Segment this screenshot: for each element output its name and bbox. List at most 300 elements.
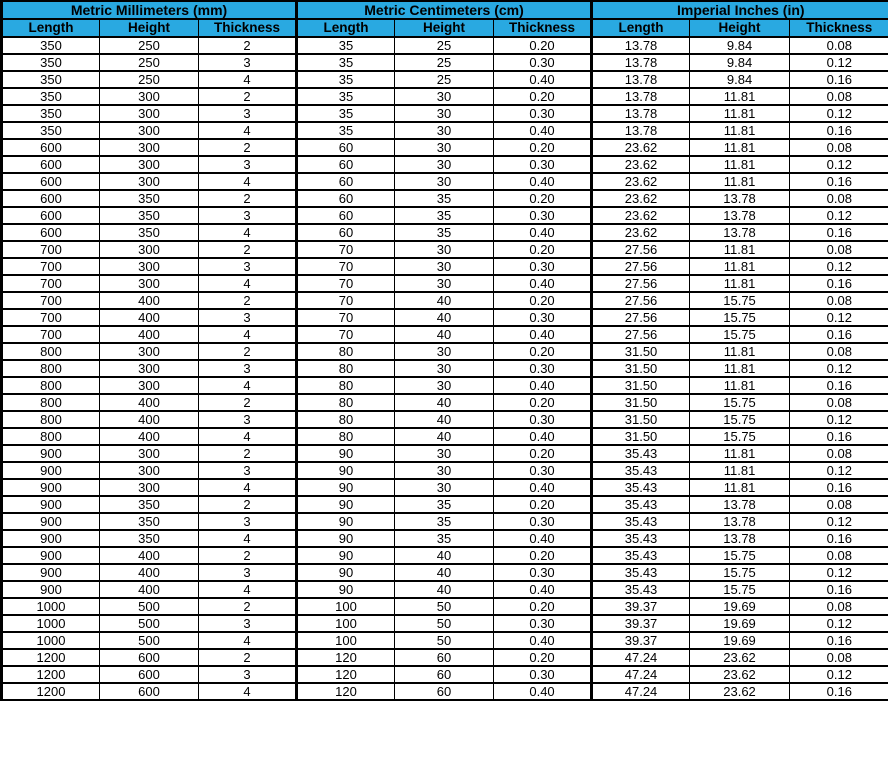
table-cell: 2 (199, 598, 297, 615)
table-cell: 350 (2, 71, 100, 88)
table-cell: 35.43 (592, 530, 690, 547)
table-cell: 900 (2, 445, 100, 462)
table-cell: 0.12 (790, 462, 888, 479)
group-title-mm: Metric Millimeters (mm) (2, 1, 297, 19)
table-cell: 35 (297, 122, 395, 139)
table-cell: 40 (395, 581, 494, 598)
table-cell: 90 (297, 479, 395, 496)
table-cell: 0.30 (494, 666, 592, 683)
table-cell: 0.12 (790, 666, 888, 683)
table-cell: 0.16 (790, 581, 888, 598)
table-cell: 35.43 (592, 445, 690, 462)
table-cell: 23.62 (592, 207, 690, 224)
table-cell: 0.20 (494, 139, 592, 156)
table-cell: 11.81 (690, 122, 790, 139)
table-cell: 60 (297, 207, 395, 224)
table-cell: 0.30 (494, 615, 592, 632)
table-cell: 23.62 (690, 666, 790, 683)
table-row (2, 224, 888, 241)
table-cell: 900 (2, 496, 100, 513)
table-cell: 300 (100, 88, 199, 105)
table-cell: 39.37 (592, 615, 690, 632)
table-cell: 800 (2, 428, 100, 445)
table-cell: 40 (395, 326, 494, 343)
table-cell: 30 (395, 275, 494, 292)
table-cell: 47.24 (592, 649, 690, 666)
table-cell: 2 (199, 496, 297, 513)
table-cell: 350 (2, 105, 100, 122)
table-cell: 2 (199, 343, 297, 360)
table-cell: 9.84 (690, 37, 790, 54)
table-cell: 350 (100, 190, 199, 207)
table-cell: 300 (100, 241, 199, 258)
table-cell: 47.24 (592, 666, 690, 683)
table-cell: 13.78 (690, 190, 790, 207)
table-cell: 15.75 (690, 309, 790, 326)
table-row (2, 683, 888, 700)
table-row (2, 207, 888, 224)
table-cell: 23.62 (592, 139, 690, 156)
table-cell: 60 (297, 190, 395, 207)
table-cell: 70 (297, 326, 395, 343)
table-cell: 350 (2, 122, 100, 139)
table-cell: 60 (395, 666, 494, 683)
table-cell: 30 (395, 139, 494, 156)
table-cell: 800 (2, 360, 100, 377)
table-cell: 15.75 (690, 394, 790, 411)
table-cell: 0.12 (790, 513, 888, 530)
table-cell: 350 (100, 530, 199, 547)
table-cell: 300 (100, 173, 199, 190)
table-cell: 23.62 (690, 649, 790, 666)
table-cell: 700 (2, 241, 100, 258)
table-cell: 0.08 (790, 649, 888, 666)
table-cell: 400 (100, 428, 199, 445)
table-cell: 0.16 (790, 428, 888, 445)
table-cell: 30 (395, 462, 494, 479)
table-cell: 0.12 (790, 207, 888, 224)
table-cell: 400 (100, 547, 199, 564)
table-cell: 300 (100, 462, 199, 479)
table-row (2, 564, 888, 581)
table-cell: 0.16 (790, 683, 888, 700)
table-row (2, 632, 888, 649)
table-cell: 0.16 (790, 224, 888, 241)
table-cell: 30 (395, 258, 494, 275)
table-cell: 47.24 (592, 683, 690, 700)
table-cell: 0.20 (494, 445, 592, 462)
table-row (2, 71, 888, 88)
table-cell: 350 (2, 54, 100, 71)
group-title-in: Imperial Inches (in) (592, 1, 888, 19)
table-cell: 0.40 (494, 632, 592, 649)
table-cell: 0.30 (494, 54, 592, 71)
table-cell: 0.20 (494, 37, 592, 54)
table-cell: 15.75 (690, 428, 790, 445)
table-cell: 400 (100, 411, 199, 428)
table-row (2, 496, 888, 513)
table-cell: 15.75 (690, 292, 790, 309)
table-cell: 250 (100, 37, 199, 54)
table-cell: 30 (395, 173, 494, 190)
table-cell: 0.16 (790, 71, 888, 88)
table-row (2, 394, 888, 411)
table-cell: 0.30 (494, 411, 592, 428)
table-cell: 400 (100, 581, 199, 598)
table-row (2, 37, 888, 54)
table-cell: 1000 (2, 632, 100, 649)
table-cell: 0.40 (494, 224, 592, 241)
table-cell: 4 (199, 173, 297, 190)
table-cell: 13.78 (592, 71, 690, 88)
table-cell: 60 (297, 224, 395, 241)
table-cell: 13.78 (690, 496, 790, 513)
table-cell: 0.12 (790, 615, 888, 632)
table-cell: 0.20 (494, 190, 592, 207)
table-row (2, 326, 888, 343)
table-cell: 300 (100, 479, 199, 496)
table-row (2, 615, 888, 632)
table-cell: 40 (395, 292, 494, 309)
table-cell: 0.08 (790, 88, 888, 105)
table-cell: 800 (2, 377, 100, 394)
table-cell: 600 (2, 190, 100, 207)
table-cell: 1000 (2, 598, 100, 615)
table-cell: 90 (297, 445, 395, 462)
table-cell: 40 (395, 428, 494, 445)
table-cell: 900 (2, 479, 100, 496)
table-cell: 30 (395, 105, 494, 122)
table-cell: 1200 (2, 649, 100, 666)
column-header-row (2, 19, 888, 37)
table-cell: 11.81 (690, 445, 790, 462)
table-cell: 0.40 (494, 479, 592, 496)
table-cell: 0.20 (494, 292, 592, 309)
table-cell: 0.16 (790, 122, 888, 139)
table-cell: 0.16 (790, 632, 888, 649)
table-cell: 27.56 (592, 309, 690, 326)
table-cell: 0.20 (494, 598, 592, 615)
table-row (2, 139, 888, 156)
table-cell: 35.43 (592, 513, 690, 530)
table-cell: 90 (297, 462, 395, 479)
table-cell: 900 (2, 513, 100, 530)
table-cell: 350 (2, 37, 100, 54)
table-cell: 70 (297, 275, 395, 292)
table-cell: 15.75 (690, 547, 790, 564)
table-body (2, 37, 888, 700)
table-cell: 0.12 (790, 156, 888, 173)
table-cell: 31.50 (592, 411, 690, 428)
table-cell: 13.78 (592, 122, 690, 139)
table-cell: 120 (297, 666, 395, 683)
table-cell: 23.62 (592, 156, 690, 173)
table-cell: 300 (100, 139, 199, 156)
table-cell: 35 (395, 513, 494, 530)
column-header-mm-thickness: Thickness (199, 19, 297, 37)
table-cell: 30 (395, 479, 494, 496)
table-cell: 35.43 (592, 564, 690, 581)
table-cell: 31.50 (592, 377, 690, 394)
table-cell: 2 (199, 190, 297, 207)
table-cell: 600 (2, 207, 100, 224)
table-cell: 13.78 (592, 54, 690, 71)
table-cell: 4 (199, 530, 297, 547)
table-cell: 400 (100, 394, 199, 411)
table-cell: 11.81 (690, 479, 790, 496)
table-cell: 13.78 (592, 37, 690, 54)
table-cell: 27.56 (592, 241, 690, 258)
table-cell: 4 (199, 683, 297, 700)
table-cell: 0.16 (790, 326, 888, 343)
column-header-mm-height: Height (100, 19, 199, 37)
table-cell: 4 (199, 224, 297, 241)
table-cell: 3 (199, 666, 297, 683)
table-cell: 0.30 (494, 462, 592, 479)
table-cell: 0.16 (790, 530, 888, 547)
table-cell: 35 (395, 496, 494, 513)
table-cell: 900 (2, 530, 100, 547)
table-cell: 0.40 (494, 377, 592, 394)
table-cell: 300 (100, 105, 199, 122)
table-cell: 30 (395, 88, 494, 105)
table-cell: 35 (395, 207, 494, 224)
table-cell: 15.75 (690, 581, 790, 598)
table-cell: 0.12 (790, 54, 888, 71)
table-row (2, 581, 888, 598)
table-cell: 35.43 (592, 547, 690, 564)
table-row (2, 54, 888, 71)
table-cell: 0.30 (494, 105, 592, 122)
table-cell: 35 (395, 190, 494, 207)
table-cell: 35.43 (592, 479, 690, 496)
table-cell: 23.62 (592, 224, 690, 241)
table-cell: 9.84 (690, 54, 790, 71)
table-row (2, 547, 888, 564)
table-cell: 600 (2, 173, 100, 190)
table-cell: 60 (297, 173, 395, 190)
table-cell: 40 (395, 547, 494, 564)
table-cell: 400 (100, 326, 199, 343)
table-cell: 3 (199, 156, 297, 173)
table-cell: 3 (199, 513, 297, 530)
table-cell: 0.20 (494, 343, 592, 360)
table-cell: 70 (297, 258, 395, 275)
table-cell: 4 (199, 428, 297, 445)
column-header-cm-length: Length (297, 19, 395, 37)
table-cell: 250 (100, 54, 199, 71)
table-row (2, 190, 888, 207)
table-cell: 3 (199, 207, 297, 224)
table-cell: 30 (395, 241, 494, 258)
table-head (2, 1, 888, 37)
table-row (2, 598, 888, 615)
table-cell: 2 (199, 139, 297, 156)
table-cell: 3 (199, 615, 297, 632)
table-cell: 11.81 (690, 343, 790, 360)
column-header-cm-thickness: Thickness (494, 19, 592, 37)
table-cell: 300 (100, 258, 199, 275)
table-cell: 0.40 (494, 326, 592, 343)
table-cell: 31.50 (592, 394, 690, 411)
table-cell: 0.30 (494, 156, 592, 173)
table-cell: 3 (199, 258, 297, 275)
table-cell: 100 (297, 632, 395, 649)
table-cell: 0.16 (790, 173, 888, 190)
table-cell: 50 (395, 632, 494, 649)
table-cell: 90 (297, 496, 395, 513)
table-cell: 27.56 (592, 258, 690, 275)
table-cell: 15.75 (690, 326, 790, 343)
table-cell: 11.81 (690, 275, 790, 292)
table-cell: 350 (100, 513, 199, 530)
table-cell: 350 (100, 224, 199, 241)
table-cell: 31.50 (592, 428, 690, 445)
table-cell: 300 (100, 360, 199, 377)
table-cell: 4 (199, 479, 297, 496)
table-cell: 120 (297, 683, 395, 700)
table-cell: 80 (297, 377, 395, 394)
table-row (2, 258, 888, 275)
table-cell: 19.69 (690, 632, 790, 649)
table-cell: 31.50 (592, 343, 690, 360)
table-cell: 27.56 (592, 292, 690, 309)
table-cell: 0.30 (494, 258, 592, 275)
table-cell: 4 (199, 71, 297, 88)
table-cell: 4 (199, 326, 297, 343)
table-cell: 11.81 (690, 105, 790, 122)
table-row (2, 343, 888, 360)
table-cell: 31.50 (592, 360, 690, 377)
table-cell: 80 (297, 411, 395, 428)
table-cell: 600 (2, 156, 100, 173)
table-cell: 50 (395, 598, 494, 615)
table-cell: 0.30 (494, 564, 592, 581)
table-cell: 23.62 (592, 173, 690, 190)
table-cell: 0.16 (790, 479, 888, 496)
table-cell: 3 (199, 411, 297, 428)
table-cell: 25 (395, 54, 494, 71)
table-cell: 900 (2, 547, 100, 564)
table-row (2, 105, 888, 122)
table-cell: 35.43 (592, 581, 690, 598)
table-cell: 0.08 (790, 394, 888, 411)
table-cell: 300 (100, 156, 199, 173)
column-header-cm-height: Height (395, 19, 494, 37)
table-cell: 300 (100, 343, 199, 360)
table-cell: 0.08 (790, 241, 888, 258)
table-cell: 0.12 (790, 564, 888, 581)
table-cell: 11.81 (690, 241, 790, 258)
table-cell: 350 (100, 207, 199, 224)
table-cell: 0.20 (494, 547, 592, 564)
table-cell: 35 (297, 88, 395, 105)
table-cell: 23.62 (592, 190, 690, 207)
table-cell: 0.08 (790, 547, 888, 564)
table-cell: 600 (2, 139, 100, 156)
table-cell: 0.40 (494, 530, 592, 547)
table-cell: 2 (199, 394, 297, 411)
group-title-row (2, 1, 888, 19)
table-cell: 30 (395, 360, 494, 377)
table-cell: 3 (199, 564, 297, 581)
table-cell: 100 (297, 615, 395, 632)
table-cell: 11.81 (690, 88, 790, 105)
table-cell: 2 (199, 445, 297, 462)
table-cell: 11.81 (690, 360, 790, 377)
table-cell: 40 (395, 309, 494, 326)
table-cell: 0.12 (790, 309, 888, 326)
table-cell: 39.37 (592, 632, 690, 649)
table-cell: 11.81 (690, 258, 790, 275)
table-cell: 40 (395, 411, 494, 428)
table-cell: 60 (395, 649, 494, 666)
table-cell: 3 (199, 54, 297, 71)
table-cell: 13.78 (690, 207, 790, 224)
table-cell: 30 (395, 122, 494, 139)
table-cell: 0.30 (494, 309, 592, 326)
table-row (2, 445, 888, 462)
table-row (2, 156, 888, 173)
table-cell: 120 (297, 649, 395, 666)
table-cell: 13.78 (690, 224, 790, 241)
table-cell: 19.69 (690, 598, 790, 615)
table-cell: 0.08 (790, 343, 888, 360)
table-cell: 27.56 (592, 326, 690, 343)
table-cell: 0.40 (494, 581, 592, 598)
table-cell: 500 (100, 615, 199, 632)
table-cell: 100 (297, 598, 395, 615)
table-cell: 3 (199, 462, 297, 479)
table-cell: 250 (100, 71, 199, 88)
table-cell: 300 (100, 275, 199, 292)
table-cell: 11.81 (690, 139, 790, 156)
table-cell: 50 (395, 615, 494, 632)
table-cell: 80 (297, 360, 395, 377)
table-cell: 11.81 (690, 462, 790, 479)
table-cell: 0.08 (790, 37, 888, 54)
table-cell: 80 (297, 428, 395, 445)
table-cell: 0.08 (790, 445, 888, 462)
table-cell: 900 (2, 581, 100, 598)
table-cell: 35 (395, 530, 494, 547)
table-row (2, 428, 888, 445)
table-row (2, 360, 888, 377)
group-title-cm: Metric Centimeters (cm) (297, 1, 592, 19)
table-cell: 300 (100, 445, 199, 462)
table-cell: 35 (297, 37, 395, 54)
table-cell: 500 (100, 598, 199, 615)
table-cell: 0.20 (494, 496, 592, 513)
table-row (2, 88, 888, 105)
table-cell: 0.08 (790, 496, 888, 513)
table-cell: 700 (2, 275, 100, 292)
table-cell: 27.56 (592, 275, 690, 292)
table-cell: 13.78 (592, 88, 690, 105)
table-cell: 2 (199, 37, 297, 54)
table-row (2, 377, 888, 394)
table-cell: 350 (100, 496, 199, 513)
table-cell: 0.40 (494, 428, 592, 445)
table-cell: 0.40 (494, 683, 592, 700)
table-cell: 900 (2, 564, 100, 581)
table-row (2, 666, 888, 683)
column-header-mm-length: Length (2, 19, 100, 37)
table-row (2, 122, 888, 139)
table-cell: 80 (297, 343, 395, 360)
table-cell: 500 (100, 632, 199, 649)
table-cell: 4 (199, 581, 297, 598)
